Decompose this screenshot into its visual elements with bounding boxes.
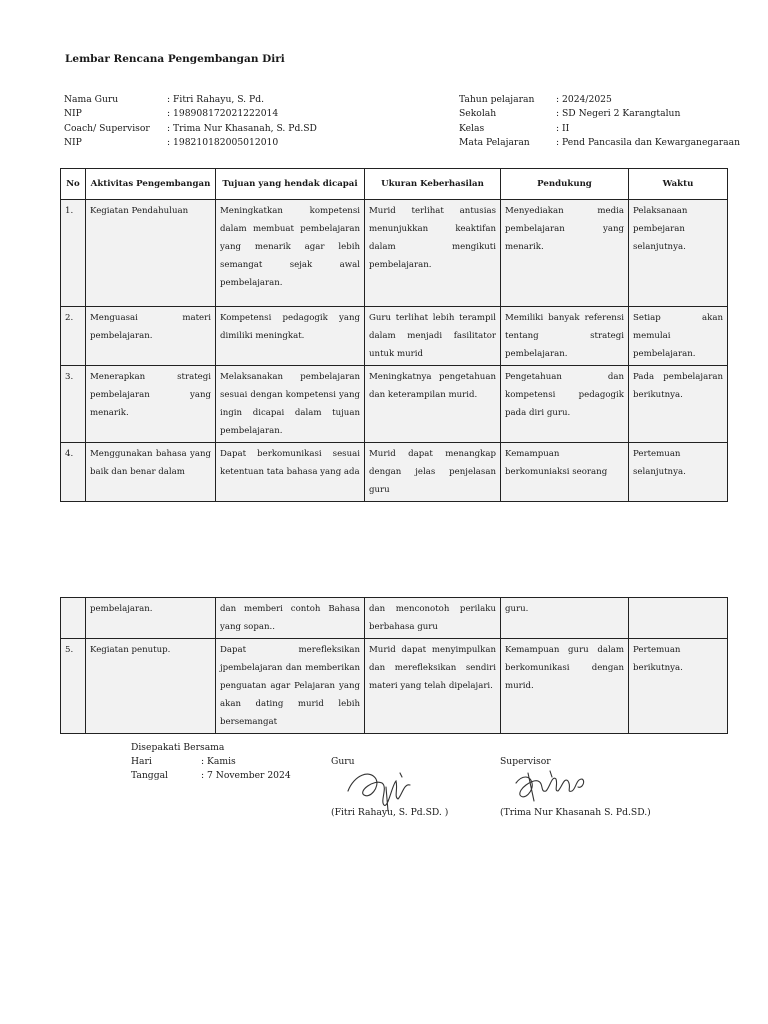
info-value: : 198210182005012010 [167,136,279,148]
cell-aktivitas: Menerapkan strategi pembelajaran yang menarik. [86,366,216,443]
agreement-heading: Disepakati Bersama [131,742,225,753]
guru-name: (Fitri Rahayu, S. Pd.SD. ) [331,807,449,818]
info-label: Sekolah [459,108,497,120]
info-row-mapel [459,136,740,150]
info-label: Kelas [459,122,485,134]
table-row [61,598,728,639]
tanggal-value: : 7 November 2024 [201,770,291,781]
cell-ukuran: Murid dapat menangkap dengan jelas penjelasan guru [365,443,501,502]
cell-pendukung: Menyediakan media pembelajaran yang menarik. [501,200,629,307]
development-plan-table [60,168,728,502]
cell-waktu: Pertemuan berikutnya. [629,639,728,734]
table-row [61,366,728,443]
table-row [61,443,728,502]
info-label: Mata Pelajaran [459,136,530,148]
cell-no [61,598,86,639]
cell-tujuan: Meningkatkan kompetensi dalam membuat pembelajaran yang menarik agar lebih semangat sejak awal pembelajaran. [216,200,365,307]
info-label: Tahun pelajaran [459,94,535,105]
info-row-nama-guru [64,93,317,107]
cell-ukuran: Meningkatnya pengetahuan dan keterampilan murid. [365,366,501,443]
tanggal-label: Tanggal [131,770,168,781]
info-value: : Pend Pancasila dan Kewarganegaraan [556,136,741,148]
header-tujuan: Tujuan yang hendak dicapai [216,169,365,200]
supervisor-label: Supervisor [500,756,551,767]
supervisor-signature [510,765,590,807]
table-row [61,307,728,366]
cell-tujuan: Melaksanakan pembelajaran sesuai dengan kompetensi yang ingin dicapai dalam tujuan pembelajaran. [216,366,365,443]
cell-aktivitas: Menguasai materi pembelajaran. [86,307,216,366]
cell-waktu [629,598,728,639]
info-value: : II [556,122,570,134]
cell-aktivitas: Kegiatan Pendahuluan [86,200,216,307]
cell-aktivitas: Kegiatan penutup. [86,639,216,734]
cell-no: 1. [61,200,86,307]
hari-value: : Kamis [201,756,236,767]
cell-waktu: Setiap akan memulai pembelajaran. [629,307,728,366]
cell-tujuan: Kompetensi pedagogik yang dimiliki meningkat. [216,307,365,366]
development-plan-table-continued [60,597,728,734]
cell-ukuran: Murid terlihat antusias menunjukkan keaktifan dalam mengikuti pembelajaran. [365,200,501,307]
table-row [61,200,728,307]
info-row-sekolah [459,107,740,121]
table-row [61,639,728,734]
info-row-supervisor-nip [64,136,317,150]
cell-waktu: Pelaksanaan pembejaran selanjutnya. [629,200,728,307]
header-pendukung: Pendukung [501,169,629,200]
cell-aktivitas: pembelajaran. [86,598,216,639]
teacher-info [64,93,317,150]
school-info [459,93,740,150]
cell-aktivitas: Menggunakan bahasa yang baik dan benar dalam [86,443,216,502]
supervisor-name: (Trima Nur Khasanah S. Pd.SD.) [500,807,651,818]
header-no: No [61,169,86,200]
header-waktu: Waktu [629,169,728,200]
cell-waktu: Pertemuan selanjutnya. [629,443,728,502]
info-row-nip [64,107,317,121]
cell-pendukung: Memiliki banyak referensi tentang strategi pembelajaran. [501,307,629,366]
info-row-tahun [459,93,740,107]
cell-tujuan: Dapat merefleksikan jpembelajaran dan memberikan penguatan agar Pelajaran yang akan dating murid lebih bersemangat [216,639,365,734]
cell-ukuran: Murid dapat menyimpulkan dan merefleksikan sendiri materi yang telah dipelajari. [365,639,501,734]
cell-tujuan: dan memberi contoh Bahasa yang sopan.. [216,598,365,639]
guru-label: Guru [331,756,355,767]
cell-pendukung: Kemampuan berkomuniaksi seorang [501,443,629,502]
info-value: : 198908172021222014 [167,108,279,120]
cell-ukuran: Guru terlihat lebih terampil dalam menjadi fasilitator untuk murid [365,307,501,366]
cell-waktu: Pada pembelajaran berikutnya. [629,366,728,443]
cell-no: 2. [61,307,86,366]
info-value: : SD Negeri 2 Karangtalun [556,108,681,120]
info-value: : Trima Nur Khasanah, S. Pd.SD [167,122,317,134]
info-value: : 2024/2025 [556,94,612,105]
hari-label: Hari [131,756,152,767]
info-label: Nama Guru [64,94,119,105]
table-header-row [61,169,728,200]
info-row-kelas [459,122,740,136]
cell-pendukung: Pengetahuan dan kompetensi pedagogik pada diri guru. [501,366,629,443]
cell-no: 5. [61,639,86,734]
cell-no: 3. [61,366,86,443]
document-title: Lembar Rencana Pengembangan Diri [65,53,285,65]
cell-pendukung: guru. [501,598,629,639]
cell-tujuan: Dapat berkomunikasi sesuai ketentuan tata bahasa yang ada [216,443,365,502]
cell-no: 4. [61,443,86,502]
header-aktivitas: Aktivitas Pengembangan [86,169,216,200]
info-label: Coach/ Supervisor [64,122,150,134]
header-ukuran: Ukuran Keberhasilan [365,169,501,200]
cell-pendukung: Kemampuan guru dalam berkomunikasi dengan murid. [501,639,629,734]
info-label: NIP [64,108,82,120]
info-value: : Fitri Rahayu, S. Pd. [167,94,265,105]
info-label: NIP [64,136,82,148]
info-row-supervisor [64,122,317,136]
cell-ukuran: dan menconotoh perilaku berbahasa guru [365,598,501,639]
